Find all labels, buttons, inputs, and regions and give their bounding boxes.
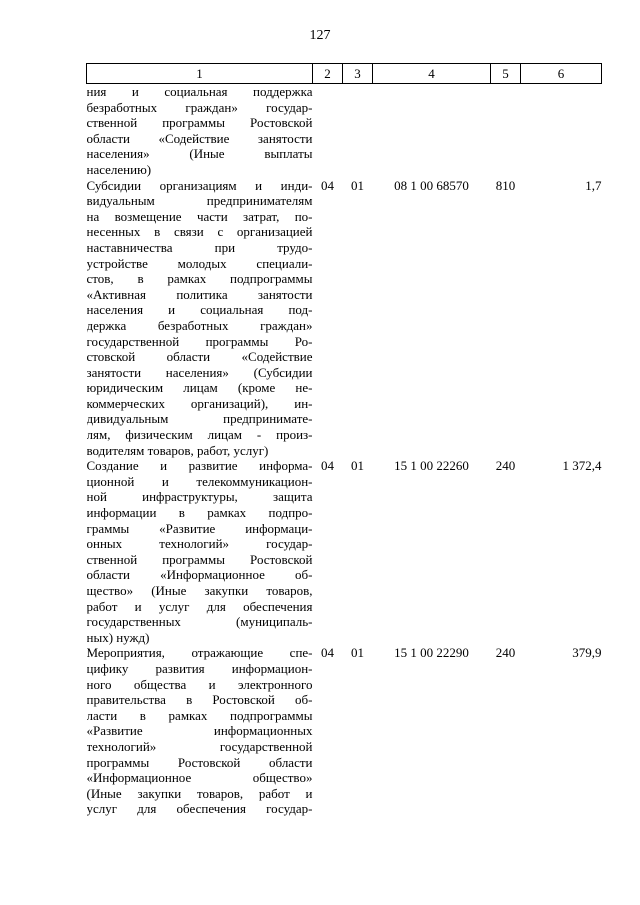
description-line: «Активная политика занятости	[86, 286, 313, 302]
description-line: ционной и телекоммуникацион-	[86, 473, 313, 489]
column-header-6: 6	[521, 64, 602, 84]
description-line: на возмещение части затрат, по-	[86, 208, 313, 224]
table-row	[87, 458, 602, 645]
subsection-code	[343, 84, 373, 178]
table-header-row	[87, 64, 602, 84]
description-line: онных технологий» государ-	[86, 536, 313, 552]
description-line: программы Ростовской области	[86, 754, 313, 770]
description-line: лям, физическим лицам - произ-	[86, 427, 313, 443]
target-article-code: 15 1 00 22290	[394, 645, 469, 661]
description-line: устройстве молодых специали-	[86, 255, 313, 271]
description-line: видуальным предпринимателям	[86, 193, 313, 209]
description-line: ласти в рамках подпрограммы	[86, 707, 313, 723]
description-line: Субсидии организациям и инди-	[86, 177, 313, 193]
description-line: граммы «Развитие информаци-	[86, 520, 313, 536]
description-line: наставничества при трудо-	[86, 239, 313, 255]
expense-type-code: 240	[495, 645, 516, 661]
description-line: технологий» государственной	[86, 738, 313, 754]
section-code: 04	[321, 645, 334, 661]
description-line: государственных (муниципаль-	[86, 614, 313, 630]
budget-table	[86, 63, 602, 817]
description-line: юридическим лицам (кроме не-	[86, 380, 313, 396]
subsection-code: 01	[351, 177, 364, 193]
description-line: работ и услуг для обеспечения	[86, 598, 313, 614]
description-line: несенных в связи с организацией	[86, 224, 313, 240]
description-line: населения» (Иные выплаты	[86, 146, 313, 162]
description-line: ственной программы Ростовской	[86, 115, 313, 131]
description-line: области «Содействие занятости	[86, 130, 313, 146]
description-line: Мероприятия, отражающие спе-	[86, 645, 313, 661]
description-line: населению)	[86, 161, 152, 177]
row-description	[87, 645, 313, 817]
description-line: водителям товаров, работ, услуг)	[86, 442, 269, 458]
description-line: коммерческих организаций), ин-	[86, 395, 313, 411]
description-line: держка безработных граждан»	[86, 317, 313, 333]
description-line: услуг для обеспечения государ-	[86, 801, 313, 817]
description-line: щество» (Иные закупки товаров,	[86, 583, 313, 598]
description-line: безработных граждан» государ-	[86, 99, 313, 115]
description-line: населения и социальная под-	[86, 302, 313, 318]
expense-type-code	[491, 84, 521, 178]
column-header-2: 2	[313, 64, 343, 84]
description-line: информации в рамках подпро-	[86, 505, 313, 521]
subsection-code: 01	[351, 645, 364, 661]
column-header-1: 1	[87, 64, 313, 84]
row-description	[87, 84, 313, 178]
target-article-code	[373, 84, 491, 178]
description-line: ного общества и электронного	[86, 676, 313, 692]
column-header-4: 4	[373, 64, 491, 84]
description-line: дивидуальным предпринимате-	[86, 411, 313, 427]
description-line: «Развитие информационных	[86, 723, 313, 739]
amount-value: 1 372,4	[562, 458, 602, 474]
description-line: ных) нужд)	[86, 629, 150, 645]
description-line: области «Информационное об-	[86, 567, 313, 583]
target-article-code: 15 1 00 22260	[394, 458, 469, 474]
expense-type-code: 810	[495, 177, 516, 193]
page-number: 127	[309, 28, 331, 43]
target-article-code: 08 1 00 68570	[394, 177, 469, 193]
amount-value: 379,9	[572, 645, 602, 661]
description-line: (Иные закупки товаров, работ и	[86, 785, 313, 801]
column-header-3: 3	[343, 64, 373, 84]
description-line: «Информационное общество»	[86, 770, 313, 786]
description-line: правительства в Ростовской об-	[86, 692, 313, 708]
row-description	[87, 458, 313, 645]
section-code: 04	[321, 458, 334, 474]
section-code: 04	[321, 177, 334, 193]
section-code	[313, 84, 343, 178]
description-line: цифику развития информацион-	[86, 660, 313, 676]
column-header-5: 5	[491, 64, 521, 84]
description-line: стов, в рамках подпрограммы	[86, 271, 313, 287]
row-description	[87, 178, 313, 459]
table-row	[87, 645, 602, 817]
amount-value: 1,7	[585, 177, 602, 193]
description-line: ственной программы Ростовской	[86, 551, 313, 567]
table-row	[87, 84, 602, 178]
description-line: ния и социальная поддержка	[86, 84, 313, 99]
description-line: стовской области «Содействие	[86, 349, 313, 365]
description-line: Создание и развитие информа-	[86, 458, 313, 474]
description-line: государственной программы Ро-	[86, 333, 313, 349]
description-line: ной инфраструктуры, защита	[86, 489, 313, 505]
subsection-code: 01	[351, 458, 364, 474]
description-line: занятости населения» (Субсидии	[86, 364, 313, 380]
table-row	[87, 178, 602, 459]
amount-value	[521, 84, 602, 178]
table-body	[87, 84, 602, 817]
expense-type-code: 240	[495, 458, 516, 474]
